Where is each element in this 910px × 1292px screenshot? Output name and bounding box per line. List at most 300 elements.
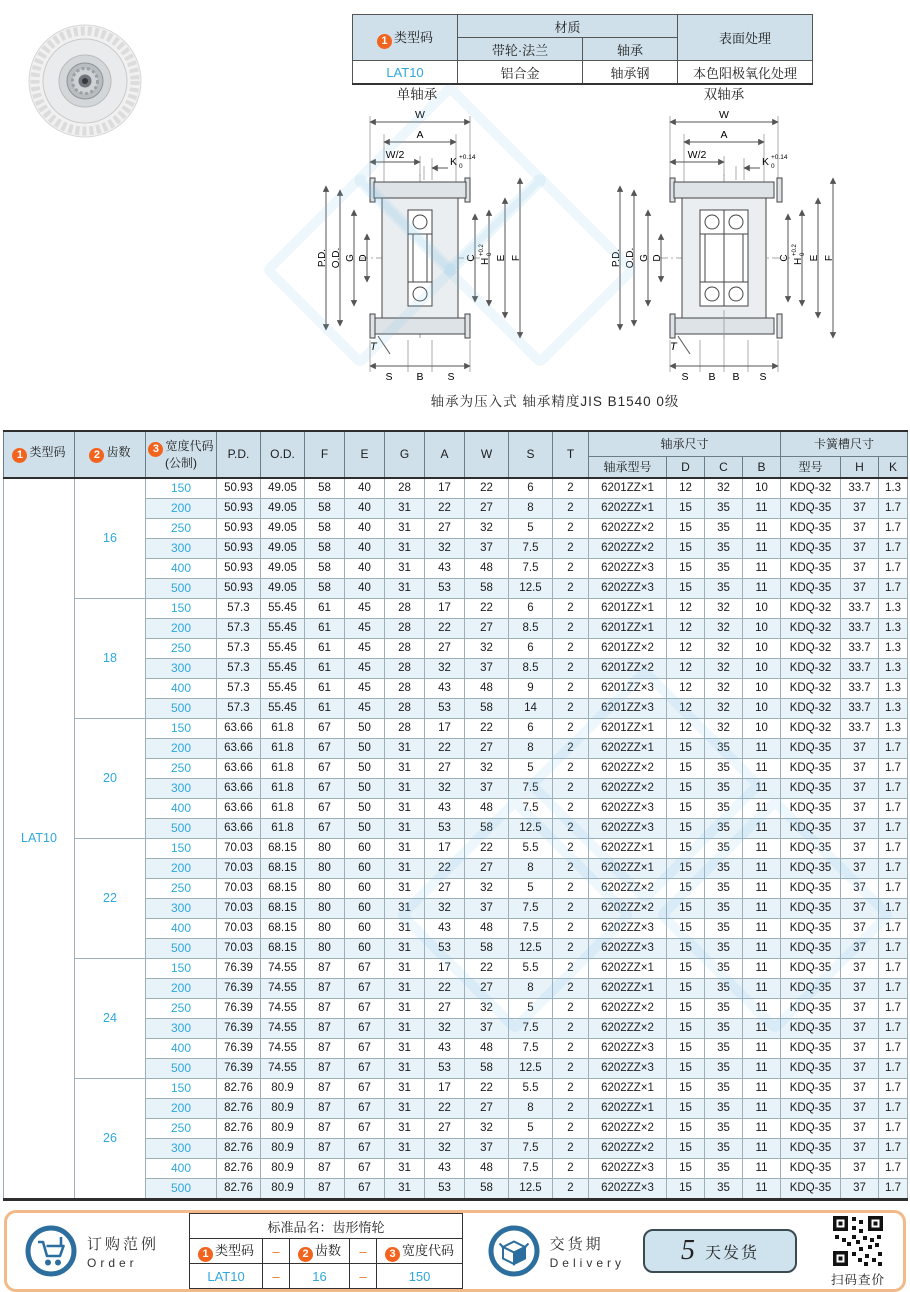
cell-b: 11 — [743, 1159, 781, 1179]
cell-g: 31 — [385, 999, 425, 1019]
info-material-sub1: 带轮·法兰 — [458, 38, 583, 61]
cell-b: 11 — [743, 999, 781, 1019]
order-val1: LAT10 — [190, 1264, 263, 1289]
cell-f: 80 — [305, 859, 345, 879]
cell-t: 2 — [553, 859, 589, 879]
cell-t: 2 — [553, 819, 589, 839]
cell-width_code[interactable]: 150 — [146, 1079, 217, 1099]
cell-s: 7.5 — [509, 779, 553, 799]
cell-k: 1.7 — [879, 1099, 908, 1119]
cell-s: 14 — [509, 699, 553, 719]
cell-g: 31 — [385, 839, 425, 859]
cell-ring_model: KDQ-35 — [781, 899, 841, 919]
cell-width_code[interactable]: 150 — [146, 959, 217, 979]
cell-width_code[interactable]: 150 — [146, 719, 217, 739]
cell-bearing_model: 6201ZZ×3 — [589, 699, 667, 719]
cell-g: 28 — [385, 659, 425, 679]
cell-od: 68.15 — [261, 879, 305, 899]
cell-width_code[interactable]: 150 — [146, 839, 217, 859]
cell-bearing_model: 6202ZZ×3 — [589, 1039, 667, 1059]
cell-h: 37 — [841, 979, 879, 999]
cell-width_code[interactable]: 400 — [146, 799, 217, 819]
cell-f: 67 — [305, 719, 345, 739]
cell-od: 55.45 — [261, 639, 305, 659]
cell-k: 1.7 — [879, 1179, 908, 1200]
cell-c: 35 — [705, 859, 743, 879]
cell-w: 37 — [465, 1139, 509, 1159]
cell-f: 87 — [305, 1079, 345, 1099]
cell-bearing_model: 6202ZZ×2 — [589, 899, 667, 919]
order-dash: – — [350, 1239, 377, 1264]
cell-g: 31 — [385, 1139, 425, 1159]
cell-s: 12.5 — [509, 939, 553, 959]
cell-e: 60 — [345, 859, 385, 879]
cell-pd: 70.03 — [217, 939, 261, 959]
badge-1: 1 — [198, 1247, 213, 1262]
cell-width_code[interactable]: 300 — [146, 1139, 217, 1159]
dim-g: G — [639, 254, 650, 262]
cell-ring_model: KDQ-35 — [781, 979, 841, 999]
cell-width_code[interactable]: 250 — [146, 759, 217, 779]
cell-d: 15 — [667, 859, 705, 879]
cell-pd: 70.03 — [217, 899, 261, 919]
cell-a: 43 — [425, 919, 465, 939]
order-product-name: 标准品名：齿形惰轮 — [190, 1214, 463, 1239]
cell-e: 50 — [345, 799, 385, 819]
cell-d: 15 — [667, 839, 705, 859]
cell-od: 49.05 — [261, 519, 305, 539]
cell-bearing_model: 6202ZZ×1 — [589, 739, 667, 759]
cell-s: 7.5 — [509, 919, 553, 939]
cell-f: 58 — [305, 478, 345, 499]
cell-c: 35 — [705, 779, 743, 799]
cell-pd: 70.03 — [217, 879, 261, 899]
cell-od: 61.8 — [261, 779, 305, 799]
cell-w: 48 — [465, 1039, 509, 1059]
cell-e: 45 — [345, 619, 385, 639]
cell-pd: 82.76 — [217, 1099, 261, 1119]
cell-width_code[interactable]: 150 — [146, 599, 217, 619]
cell-w: 48 — [465, 919, 509, 939]
cell-h: 37 — [841, 759, 879, 779]
type-code-cell[interactable]: LAT10 — [4, 478, 75, 1200]
qr-code[interactable] — [831, 1214, 885, 1268]
cell-width_code[interactable]: 400 — [146, 1039, 217, 1059]
cell-width_code[interactable]: 200 — [146, 739, 217, 759]
cell-k: 1.3 — [879, 478, 908, 499]
cell-pd: 57.3 — [217, 699, 261, 719]
cell-d: 15 — [667, 1179, 705, 1200]
cell-w: 32 — [465, 999, 509, 1019]
cell-k: 1.7 — [879, 579, 908, 599]
cell-width_code[interactable]: 300 — [146, 899, 217, 919]
cell-w: 48 — [465, 799, 509, 819]
cell-t: 2 — [553, 499, 589, 519]
cell-width_code[interactable]: 200 — [146, 859, 217, 879]
cell-w: 22 — [465, 839, 509, 859]
cell-s: 5 — [509, 999, 553, 1019]
cell-g: 31 — [385, 519, 425, 539]
cell-width_code[interactable]: 500 — [146, 1179, 217, 1200]
cell-t: 2 — [553, 519, 589, 539]
cell-k: 1.3 — [879, 639, 908, 659]
cell-d: 15 — [667, 799, 705, 819]
cell-t: 2 — [553, 919, 589, 939]
cell-width_code[interactable]: 250 — [146, 999, 217, 1019]
cell-s: 7.5 — [509, 799, 553, 819]
cell-b: 11 — [743, 979, 781, 999]
cell-od: 68.15 — [261, 939, 305, 959]
cell-h: 37 — [841, 539, 879, 559]
order-example-block — [25, 1225, 159, 1277]
cell-pd: 76.39 — [217, 1019, 261, 1039]
cell-f: 87 — [305, 1099, 345, 1119]
cell-pd: 63.66 — [217, 739, 261, 759]
cell-a: 27 — [425, 519, 465, 539]
cell-e: 50 — [345, 719, 385, 739]
cell-f: 87 — [305, 1139, 345, 1159]
cell-od: 61.8 — [261, 739, 305, 759]
cell-e: 67 — [345, 1179, 385, 1200]
cell-w: 32 — [465, 1119, 509, 1139]
cell-width_code[interactable]: 500 — [146, 579, 217, 599]
cell-width_code[interactable]: 150 — [146, 478, 217, 499]
cell-a: 27 — [425, 999, 465, 1019]
cell-d: 15 — [667, 1079, 705, 1099]
cell-bearing_model: 6201ZZ×1 — [589, 719, 667, 739]
cell-s: 12.5 — [509, 1059, 553, 1079]
cell-ring_model: KDQ-35 — [781, 919, 841, 939]
cell-od: 80.9 — [261, 1099, 305, 1119]
cell-a: 22 — [425, 739, 465, 759]
header-ring-k: K — [879, 457, 908, 479]
header-pd: P.D. — [217, 431, 261, 478]
cell-bearing_model: 6202ZZ×2 — [589, 1119, 667, 1139]
cell-a: 43 — [425, 559, 465, 579]
cell-b: 11 — [743, 1019, 781, 1039]
cell-ring_model: KDQ-35 — [781, 759, 841, 779]
cell-h: 37 — [841, 579, 879, 599]
cell-g: 31 — [385, 579, 425, 599]
cell-pd: 50.93 — [217, 559, 261, 579]
cell-t: 2 — [553, 939, 589, 959]
cell-width_code[interactable]: 200 — [146, 499, 217, 519]
cell-a: 53 — [425, 579, 465, 599]
cell-a: 53 — [425, 1179, 465, 1200]
cell-f: 80 — [305, 839, 345, 859]
cell-pd: 50.93 — [217, 539, 261, 559]
cell-bearing_model: 6202ZZ×1 — [589, 839, 667, 859]
dim-w: W — [415, 109, 425, 121]
cell-s: 8 — [509, 499, 553, 519]
cell-width_code[interactable]: 250 — [146, 519, 217, 539]
cell-h: 37 — [841, 799, 879, 819]
order-title-cn: 订购范例 — [87, 1235, 160, 1253]
dim-w: W — [719, 109, 729, 121]
cell-g: 31 — [385, 1099, 425, 1119]
cell-width_code[interactable]: 400 — [146, 919, 217, 939]
cell-t: 2 — [553, 639, 589, 659]
cell-width_code[interactable]: 500 — [146, 1059, 217, 1079]
cell-bearing_model: 6201ZZ×2 — [589, 659, 667, 679]
cell-f: 67 — [305, 799, 345, 819]
spec-table-body — [4, 478, 908, 1200]
cell-h: 37 — [841, 999, 879, 1019]
cell-d: 15 — [667, 739, 705, 759]
cell-h: 37 — [841, 1139, 879, 1159]
cell-a: 53 — [425, 699, 465, 719]
cell-width_code[interactable]: 300 — [146, 1019, 217, 1039]
cell-b: 10 — [743, 719, 781, 739]
header-g: G — [385, 431, 425, 478]
info-type-code-value[interactable]: LAT10 — [353, 61, 458, 85]
cell-ring_model: KDQ-35 — [781, 939, 841, 959]
cell-width_code[interactable]: 250 — [146, 639, 217, 659]
cell-width_code[interactable]: 200 — [146, 1099, 217, 1119]
cell-width_code[interactable]: 400 — [146, 679, 217, 699]
cell-a: 17 — [425, 1079, 465, 1099]
cell-k: 1.7 — [879, 1159, 908, 1179]
cell-f: 87 — [305, 1159, 345, 1179]
info-surface-header: 表面处理 — [678, 15, 813, 61]
cell-h: 37 — [841, 1039, 879, 1059]
order-col1-header: 1 类型码 — [190, 1239, 263, 1264]
cell-a: 22 — [425, 979, 465, 999]
cell-s: 9 — [509, 679, 553, 699]
cell-t: 2 — [553, 779, 589, 799]
cell-h: 37 — [841, 559, 879, 579]
teeth-cell: 24 — [75, 959, 146, 1079]
cell-od: 80.9 — [261, 1139, 305, 1159]
cell-bearing_model: 6202ZZ×2 — [589, 759, 667, 779]
cell-bearing_model: 6202ZZ×2 — [589, 539, 667, 559]
cell-b: 11 — [743, 939, 781, 959]
cell-pd: 63.66 — [217, 779, 261, 799]
dim-k-tol-bottom: 0 — [459, 163, 463, 170]
cell-width_code[interactable]: 400 — [146, 1159, 217, 1179]
cell-d: 12 — [667, 699, 705, 719]
cell-g: 31 — [385, 899, 425, 919]
cell-bearing_model: 6202ZZ×1 — [589, 1099, 667, 1119]
spec-row — [4, 599, 908, 619]
cell-ring_model: KDQ-35 — [781, 859, 841, 879]
cell-od: 80.9 — [261, 1179, 305, 1200]
cell-e: 67 — [345, 1139, 385, 1159]
cell-d: 15 — [667, 999, 705, 1019]
cell-g: 28 — [385, 478, 425, 499]
cell-od: 68.15 — [261, 919, 305, 939]
cell-s: 7.5 — [509, 539, 553, 559]
cell-a: 53 — [425, 939, 465, 959]
cell-c: 35 — [705, 919, 743, 939]
cell-g: 31 — [385, 939, 425, 959]
cell-c: 35 — [705, 1119, 743, 1139]
cell-ring_model: KDQ-32 — [781, 659, 841, 679]
cell-w: 58 — [465, 1059, 509, 1079]
teeth-cell: 18 — [75, 599, 146, 719]
header-ring-model: 型号 — [781, 457, 841, 479]
cell-t: 2 — [553, 478, 589, 499]
dim-od: O.D. — [625, 247, 636, 269]
cell-h: 37 — [841, 919, 879, 939]
cell-c: 32 — [705, 659, 743, 679]
dim-a: A — [720, 129, 728, 141]
cell-c: 35 — [705, 1179, 743, 1200]
cell-t: 2 — [553, 839, 589, 859]
dim-pd: P.D. — [611, 248, 622, 268]
cell-d: 12 — [667, 619, 705, 639]
cell-k: 1.7 — [879, 799, 908, 819]
cell-k: 1.7 — [879, 519, 908, 539]
cell-a: 17 — [425, 478, 465, 499]
cell-e: 67 — [345, 1059, 385, 1079]
header-w: W — [465, 431, 509, 478]
info-material1-value: 铝合金 — [458, 61, 583, 85]
cell-ring_model: KDQ-35 — [781, 799, 841, 819]
cell-k: 1.7 — [879, 959, 908, 979]
cell-bearing_model: 6202ZZ×2 — [589, 1139, 667, 1159]
dim-k-tol-bottom: 0 — [771, 163, 775, 170]
dim-pd: P.D. — [317, 248, 328, 268]
cell-e: 40 — [345, 539, 385, 559]
cell-c: 35 — [705, 1019, 743, 1039]
cell-bearing_model: 6202ZZ×2 — [589, 1019, 667, 1039]
delivery-days-suffix: 天发货 — [704, 1244, 759, 1262]
cell-ring_model: KDQ-35 — [781, 879, 841, 899]
qr-block[interactable] — [831, 1214, 885, 1288]
dim-t: T — [370, 341, 377, 353]
cell-g: 31 — [385, 799, 425, 819]
cell-h: 37 — [841, 1159, 879, 1179]
cell-width_code[interactable]: 300 — [146, 659, 217, 679]
cell-b: 11 — [743, 879, 781, 899]
cell-h: 37 — [841, 1059, 879, 1079]
cell-t: 2 — [553, 899, 589, 919]
cell-t: 2 — [553, 559, 589, 579]
cell-d: 15 — [667, 1159, 705, 1179]
cell-t: 2 — [553, 1159, 589, 1179]
info-material-sub2: 轴承 — [583, 38, 678, 61]
cell-width_code[interactable]: 300 — [146, 539, 217, 559]
cell-k: 1.3 — [879, 619, 908, 639]
cell-c: 32 — [705, 699, 743, 719]
dim-h-tol-top: +0.2 — [479, 244, 485, 256]
badge-2: 2 — [89, 448, 104, 463]
cell-ring_model: KDQ-35 — [781, 1059, 841, 1079]
cell-d: 15 — [667, 499, 705, 519]
cell-f: 87 — [305, 999, 345, 1019]
cell-b: 11 — [743, 539, 781, 559]
cell-width_code[interactable]: 500 — [146, 699, 217, 719]
cell-d: 15 — [667, 819, 705, 839]
cell-k: 1.3 — [879, 599, 908, 619]
cell-s: 5.5 — [509, 959, 553, 979]
cell-width_code[interactable]: 250 — [146, 879, 217, 899]
cell-a: 22 — [425, 1099, 465, 1119]
cell-b: 10 — [743, 679, 781, 699]
cell-f: 58 — [305, 519, 345, 539]
cell-g: 28 — [385, 679, 425, 699]
cell-t: 2 — [553, 1139, 589, 1159]
cell-h: 37 — [841, 739, 879, 759]
cell-width_code[interactable]: 400 — [146, 559, 217, 579]
cell-d: 15 — [667, 1019, 705, 1039]
cell-w: 32 — [465, 879, 509, 899]
cell-od: 55.45 — [261, 699, 305, 719]
cell-w: 32 — [465, 519, 509, 539]
cell-g: 28 — [385, 599, 425, 619]
cell-s: 6 — [509, 599, 553, 619]
cell-pd: 63.66 — [217, 719, 261, 739]
cell-h: 37 — [841, 1079, 879, 1099]
cell-b: 11 — [743, 519, 781, 539]
info-surface-value: 本色阳极氧化处理 — [678, 61, 813, 85]
cell-d: 15 — [667, 539, 705, 559]
cell-ring_model: KDQ-35 — [781, 579, 841, 599]
cell-e: 60 — [345, 879, 385, 899]
cell-c: 35 — [705, 579, 743, 599]
cell-d: 15 — [667, 959, 705, 979]
cell-g: 31 — [385, 1079, 425, 1099]
cell-width_code[interactable]: 500 — [146, 939, 217, 959]
cell-s: 5 — [509, 519, 553, 539]
cell-g: 31 — [385, 959, 425, 979]
cell-b: 11 — [743, 1139, 781, 1159]
delivery-box-icon — [488, 1225, 540, 1277]
cell-width_code[interactable]: 200 — [146, 619, 217, 639]
cell-b: 11 — [743, 959, 781, 979]
cell-c: 32 — [705, 719, 743, 739]
cell-s: 6 — [509, 478, 553, 499]
cell-k: 1.3 — [879, 679, 908, 699]
cell-b: 11 — [743, 779, 781, 799]
cell-width_code[interactable]: 200 — [146, 979, 217, 999]
dim-s1: S — [385, 371, 393, 383]
cell-c: 35 — [705, 899, 743, 919]
cell-a: 43 — [425, 1159, 465, 1179]
cell-od: 61.8 — [261, 759, 305, 779]
single-bearing-drawing — [312, 86, 527, 386]
cell-c: 35 — [705, 539, 743, 559]
cell-b: 11 — [743, 1099, 781, 1119]
cell-g: 31 — [385, 559, 425, 579]
cell-c: 35 — [705, 1039, 743, 1059]
cell-bearing_model: 6202ZZ×1 — [589, 499, 667, 519]
cell-w: 37 — [465, 659, 509, 679]
cell-a: 53 — [425, 1059, 465, 1079]
spec-row — [4, 478, 908, 499]
cell-bearing_model: 6202ZZ×1 — [589, 1079, 667, 1099]
cell-width_code[interactable]: 500 — [146, 819, 217, 839]
header-s: S — [509, 431, 553, 478]
dim-e: E — [496, 254, 507, 262]
cell-h: 37 — [841, 499, 879, 519]
dim-b1: B — [708, 371, 716, 383]
cell-width_code[interactable]: 300 — [146, 779, 217, 799]
cell-k: 1.7 — [879, 1119, 908, 1139]
cell-f: 58 — [305, 539, 345, 559]
cell-width_code[interactable]: 250 — [146, 1119, 217, 1139]
cell-w: 58 — [465, 939, 509, 959]
badge-3: 3 — [148, 442, 163, 457]
cell-ring_model: KDQ-35 — [781, 779, 841, 799]
cell-c: 35 — [705, 739, 743, 759]
cell-f: 80 — [305, 939, 345, 959]
cell-k: 1.7 — [879, 979, 908, 999]
order-dash: – — [263, 1239, 290, 1264]
cell-w: 22 — [465, 959, 509, 979]
cell-c: 35 — [705, 799, 743, 819]
